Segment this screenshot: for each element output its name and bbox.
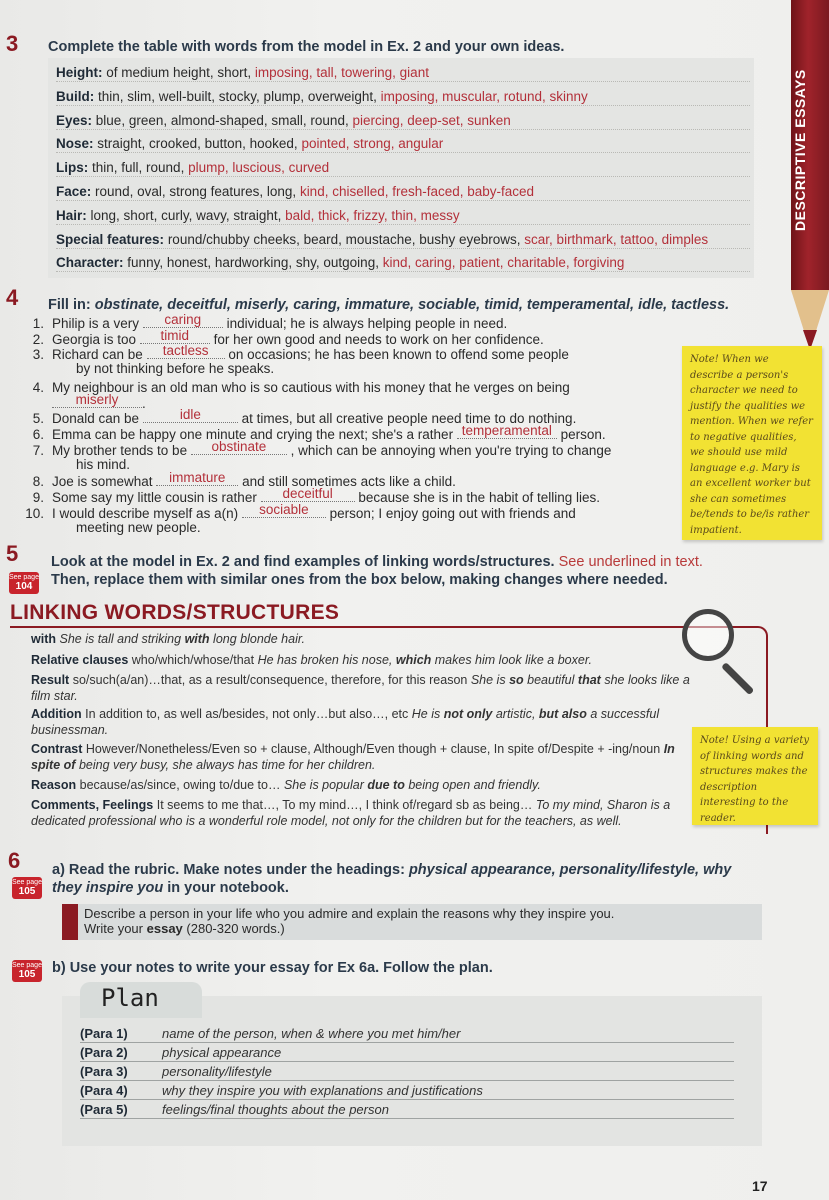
- page-number: 17: [752, 1178, 768, 1194]
- row-given-words: thin, slim, well-built, stocky, plump, overweight,: [98, 89, 377, 104]
- linking-entry: Comments, Feelings It seems to me that…, To my mind…, I think of/regard sb as being… To my mind, Sharon is a dedicated professional who is a wonderful role model, not only for the children but for the teachers, as well.: [31, 798, 671, 828]
- row-given-words: funny, honest, hardworking, shy, outgoing,: [127, 255, 379, 270]
- table-row: [56, 112, 750, 130]
- row-label: Special features:: [56, 232, 165, 247]
- rubric-text: Describe a person in your life who you admire and explain the reasons why they inspire you. Write your essay (280-320 words.): [84, 906, 615, 936]
- plan-para-label: (Para 4): [80, 1083, 128, 1098]
- table-row: [56, 183, 750, 201]
- plan-para-content: personality/lifestyle: [162, 1064, 272, 1079]
- tip-note: Note! Using a variety of linking words and structures makes the description interesting to the reader.: [692, 727, 818, 825]
- row-label: Hair:: [56, 208, 87, 223]
- item-text: Some say my little cousin is rather: [52, 490, 257, 505]
- answer-blank: immature: [156, 470, 238, 486]
- item-number: 8.: [32, 474, 44, 489]
- list-item-continuation: by not thinking before he speaks.: [76, 361, 275, 376]
- plan-para-content: physical appearance: [162, 1045, 282, 1060]
- linking-entry: Result so/such(a/an)…that, as a result/consequence, therefore, for this reason She is so beautiful that she looks like a film star.: [31, 673, 690, 703]
- item-number: 10.: [25, 506, 44, 521]
- item-text: at times, but all creative people need time to do nothing.: [241, 411, 577, 426]
- table-row: [56, 231, 750, 249]
- plan-para-content: why they inspire you with explanations and justifications: [162, 1083, 483, 1098]
- item-text: person; I enjoy going out with friends and: [329, 506, 576, 521]
- row-label: Character:: [56, 255, 124, 270]
- see-page-badge[interactable]: See page 105: [12, 879, 42, 897]
- exercise-instruction: b) Use your notes to write your essay for Ex 6a. Follow the plan.: [52, 960, 493, 976]
- list-item: [18, 470, 456, 490]
- row-label: Height:: [56, 65, 103, 80]
- item-text: and still sometimes acts like a child.: [242, 474, 456, 489]
- item-number: 7.: [32, 443, 44, 458]
- answer-blank: obstinate: [191, 439, 287, 455]
- exercise-number: 6: [8, 848, 21, 873]
- list-item: [18, 423, 606, 443]
- exercise-instruction: Complete the table with words from the model in Ex. 2 and your own ideas.: [48, 39, 565, 55]
- item-text: .: [142, 396, 146, 411]
- list-item: [18, 328, 544, 348]
- item-text: My brother tends to be: [52, 443, 188, 458]
- item-text: on occasions; he has been known to offend some people: [228, 347, 569, 362]
- row-label: Lips:: [56, 160, 89, 175]
- exercise-instruction: Look at the model in Ex. 2 and find examples of linking words/structures. See underlined in text.: [51, 554, 703, 570]
- exercise-number: 5: [6, 541, 19, 566]
- item-text: I would describe myself as a(n): [52, 506, 239, 521]
- plan-para-label: (Para 1): [80, 1026, 128, 1041]
- row-answer: imposing, muscular, rotund, skinny: [380, 89, 588, 104]
- plan-para-label: (Para 5): [80, 1102, 128, 1117]
- item-text: because she is in the habit of telling lies.: [358, 490, 601, 505]
- exercise-number: 4: [6, 285, 19, 310]
- list-item: [18, 312, 508, 332]
- item-text: Richard can be: [52, 347, 143, 362]
- item-number: 1.: [32, 316, 44, 331]
- row-answer: bald, thick, frizzy, thin, messy: [285, 208, 460, 223]
- item-number: 9.: [32, 490, 44, 505]
- row-answer: scar, birthmark, tattoo, dimples: [524, 232, 709, 247]
- answer-blank: temperamental: [457, 423, 557, 439]
- linking-words-heading: LINKING WORDS/STRUCTURES: [10, 601, 340, 624]
- exercise-instruction: Fill in: obstinate, deceitful, miserly, caring, immature, sociable, timid, temperamental, idle, tactless.: [48, 297, 730, 313]
- item-text: , which can be annoying when you're trying to change: [290, 443, 612, 458]
- item-number: 6.: [32, 427, 44, 442]
- row-label: Nose:: [56, 136, 94, 151]
- row-given-words: thin, full, round,: [92, 160, 185, 175]
- plan-row: [80, 1063, 734, 1081]
- row-answer: kind, caring, patient, charitable, forgiving: [382, 255, 625, 270]
- plan-para-label: (Para 2): [80, 1045, 128, 1060]
- item-text: Donald can be: [52, 411, 140, 426]
- plan-title: Plan: [101, 984, 159, 1012]
- tip-note: Note! When we describe a person's character we need to justify the qualities we mention. When we refer to negative qualities, we should use mild language e.g. Mary is an excellent worker but she can sometimes be/tends to be/is rather impatient.: [682, 346, 822, 540]
- item-number: 5.: [32, 411, 44, 426]
- answer-blank: caring: [143, 312, 223, 328]
- table-row: [56, 207, 750, 225]
- item-text: My neighbour is an old man who is so cautious with his money that he verges on being: [52, 380, 570, 395]
- row-given-words: round/chubby cheeks, beard, moustache, bushy eyebrows,: [167, 232, 521, 247]
- section-tab-label: DESCRIPTIVE ESSAYS: [792, 69, 808, 231]
- row-answer: piercing, deep-set, sunken: [352, 113, 511, 128]
- plan-para-label: (Para 3): [80, 1064, 128, 1079]
- row-given-words: long, short, curly, wavy, straight,: [90, 208, 282, 223]
- row-label: Build:: [56, 89, 95, 104]
- row-answer: pointed, strong, angular: [301, 136, 444, 151]
- row-label: Eyes:: [56, 113, 93, 128]
- item-text: for her own good and needs to work on her confidence.: [213, 332, 544, 347]
- item-text: Georgia is too: [52, 332, 137, 347]
- item-text: Emma can be happy one minute and crying the next; she's a rather: [52, 427, 454, 442]
- table-row: [56, 135, 750, 153]
- table-row: [56, 159, 750, 177]
- exercise-instruction: Then, replace them with similar ones from the box below, making changes where needed.: [51, 572, 668, 588]
- row-given-words: round, oval, strong features, long,: [95, 184, 297, 199]
- linking-entry: with She is tall and striking with long blonde hair.: [31, 632, 306, 646]
- answer-blank: miserly: [52, 392, 142, 408]
- answer-blank: idle: [143, 407, 238, 423]
- item-number: 3.: [32, 347, 44, 362]
- linking-entry: Relative clauses who/which/whose/that He has broken his nose, which makes him look like a boxer.: [31, 653, 593, 667]
- rubric-marker: [62, 904, 78, 940]
- row-given-words: straight, crooked, button, hooked,: [97, 136, 298, 151]
- answer-blank: sociable: [242, 502, 326, 518]
- list-item-continuation: meeting new people.: [76, 520, 201, 535]
- plan-row: [80, 1025, 734, 1043]
- row-label: Face:: [56, 184, 92, 199]
- plan-row: [80, 1101, 734, 1119]
- row-answer: imposing, tall, towering, giant: [254, 65, 429, 80]
- plan-row: [80, 1082, 734, 1100]
- plan-para-content: name of the person, when & where you met him/her: [162, 1026, 461, 1041]
- linking-entry: Addition In addition to, as well as/besides, not only…but also…, etc He is not only artistic, but also a successful businessman.: [31, 707, 660, 737]
- item-number: 4.: [32, 380, 44, 395]
- table-row: [56, 88, 750, 106]
- list-item-continuation: his mind.: [76, 457, 131, 472]
- linking-entry: Contrast However/Nonetheless/Even so + clause, Although/Even though + clause, In spite of/Despite + -ing/noun In spite of being very busy, she always has time for her children.: [31, 742, 675, 772]
- exercise-instruction: a) Read the rubric. Make notes under the headings: physical appearance, personality/lifestyle, why they inspire you in your notebook.: [52, 862, 732, 896]
- row-answer: kind, chiselled, fresh-faced, baby-faced: [299, 184, 535, 199]
- table-row: [56, 64, 750, 82]
- plan-row: [80, 1044, 734, 1062]
- plan-para-content: feelings/final thoughts about the person: [162, 1102, 389, 1117]
- row-given-words: blue, green, almond-shaped, small, round,: [95, 113, 349, 128]
- row-answer: plump, luscious, curved: [188, 160, 330, 175]
- answer-blank: deceitful: [261, 486, 355, 502]
- answer-blank: timid: [140, 328, 210, 344]
- linking-entry: Reason because/as/since, owing to/due to… She is popular due to being open and friendly.: [31, 778, 541, 792]
- see-page-badge[interactable]: See page 105: [12, 962, 42, 980]
- item-text: Joe is somewhat: [52, 474, 153, 489]
- item-text: individual; he is always helping people in need.: [226, 316, 508, 331]
- exercise-number: 3: [6, 31, 19, 56]
- item-text: Philip is a very: [52, 316, 140, 331]
- item-text: person.: [560, 427, 606, 442]
- row-given-words: of medium height, short,: [106, 65, 252, 80]
- item-number: 2.: [32, 332, 44, 347]
- answer-blank: tactless: [147, 343, 225, 359]
- list-item-continuation: [52, 392, 146, 412]
- table-row: [56, 254, 750, 272]
- see-page-badge[interactable]: See page 104: [9, 574, 39, 592]
